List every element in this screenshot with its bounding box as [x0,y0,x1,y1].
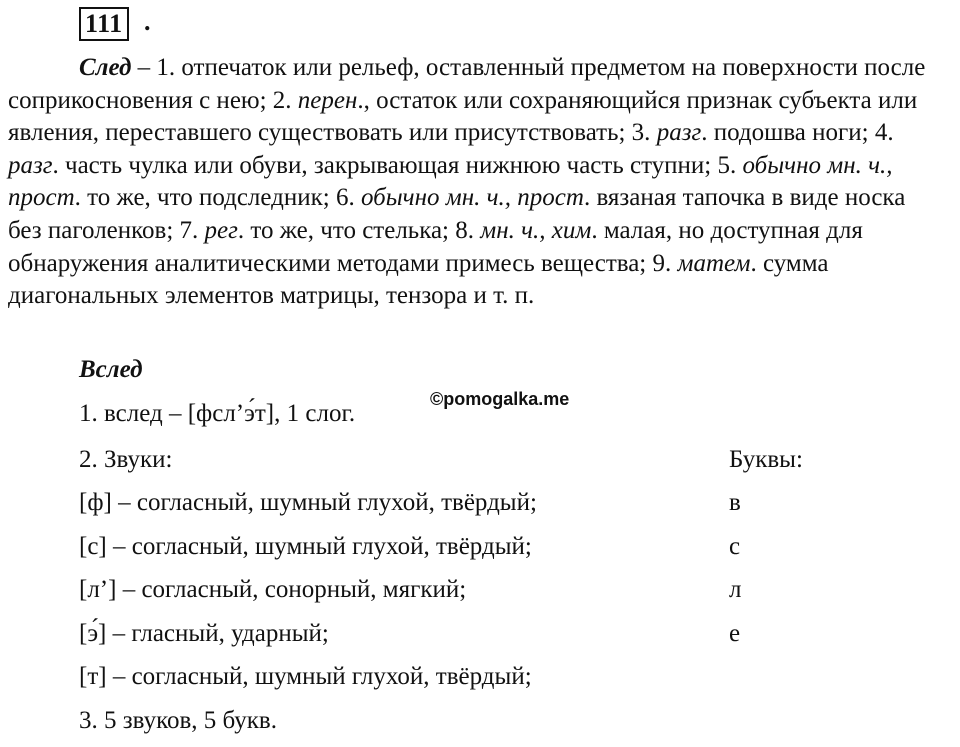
definition-mark: разг [8,151,53,179]
definition-text: . малая, но доступная для обнаружения аналитическими методами примесь вещества; 9. [8,216,863,277]
sounds-header: 2. Звуки: [79,446,173,473]
letter-cell: л [729,576,742,603]
task-number-dot: . [144,7,151,36]
summary-line: 3. 5 звуков, 5 букв. [79,707,277,734]
definition-mark: мн. ч., хим [480,216,592,244]
definition-mark: разг [656,119,702,147]
definition-text: . то же, что стелька; 8. [237,216,481,244]
watermark: ©pomogalka.me [430,389,570,409]
definition-text: . то же, что подследник; 6. [74,184,361,212]
definition-mark: обычно мн. ч., прост [361,184,584,212]
definition-mark: матем [677,249,751,277]
letter-cell: в [729,489,741,516]
definition-text: . часть чулка или обуви, закрывающая нижнюю часть ступни; 5. [52,151,743,179]
definition-mark: перен [297,86,358,114]
task-number: 111 [79,7,129,41]
letter-cell: с [729,533,741,560]
sound-row: [с] – согласный, шумный глухой, твёрдый; [79,533,532,560]
definition-mark: рег [204,216,238,244]
letter-cell: е [729,620,741,647]
headword: След [79,54,132,81]
definition-text: – 1. отпечаток или рельеф, оставленный предметом на поверхности после соприкосновения с нею; 2. [8,54,926,114]
sound-row: [ф] – согласный, шумный глухой, твёрдый; [79,489,537,516]
definition-mark: обычно мн. ч., прост [8,151,893,212]
definition-text: . подошва ноги; 4. [701,119,894,147]
analysis-word-title: Вслед [79,356,143,383]
sound-row: [т] – согласный, шумный глухой, твёрдый; [79,663,532,690]
dictionary-definition [8,52,938,313]
definition-text: . сумма диагональных элементов матрицы, тензора и т. п. [8,249,829,310]
sound-row: [л’] – согласный, сонорный, мягкий; [79,576,467,603]
definition-text: . вязаная тапочка в виде носка без паголенков; 7. [8,184,906,244]
transcription-line: 1. вслед – [фсл’э́т], 1 слог. [79,400,356,427]
sound-row: [э́] – гласный, ударный; [79,620,329,647]
definition-text: ., остаток или сохраняющийся признак субъекта или явления, переставшего существовать или присутствовать; 3. [8,86,918,147]
letters-header: Буквы: [729,446,803,473]
